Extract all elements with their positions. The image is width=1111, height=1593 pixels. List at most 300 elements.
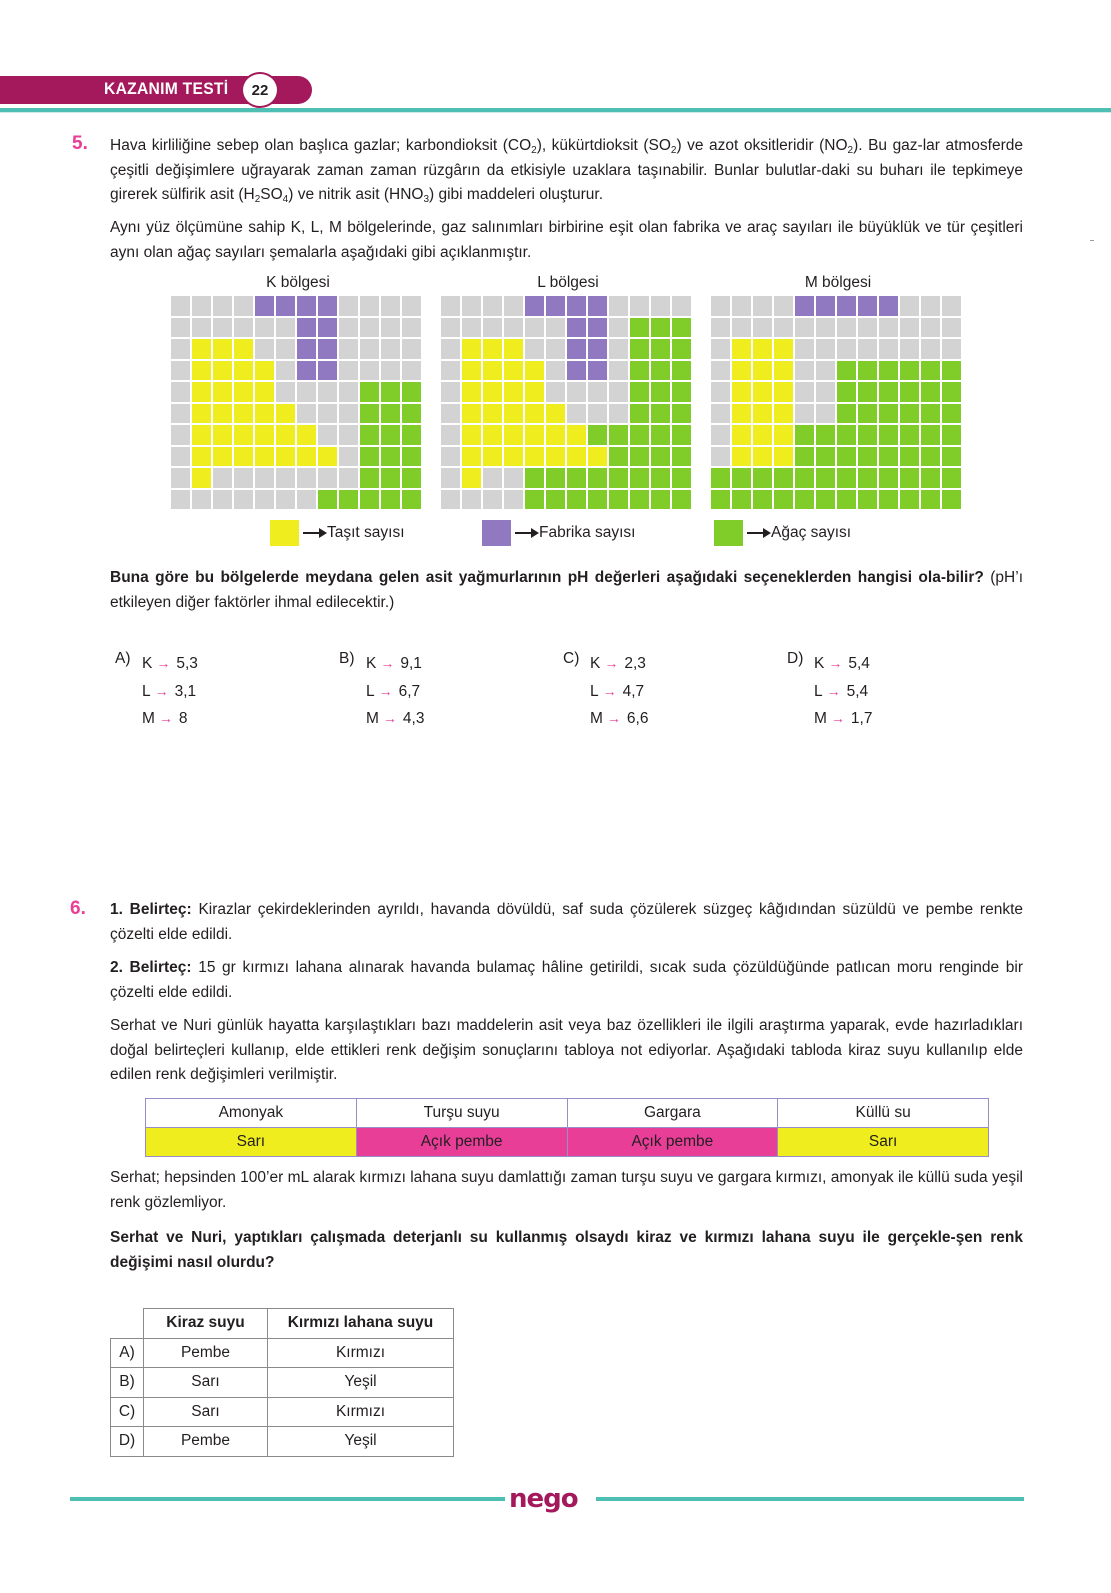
tree-cell — [942, 468, 961, 488]
empty-cell — [483, 296, 502, 316]
factory-cell — [879, 296, 898, 316]
tree-cell — [318, 490, 337, 510]
tree-cell — [651, 425, 670, 445]
tree-cell — [672, 318, 691, 338]
vehicle-cell — [192, 382, 211, 402]
vehicle-cell — [504, 382, 523, 402]
tree-cell — [609, 490, 628, 510]
empty-cell — [234, 490, 253, 510]
vehicle-cell — [732, 447, 751, 467]
empty-cell — [858, 318, 877, 338]
vehicle-cell — [276, 447, 295, 467]
table-cell: Sarı — [146, 1128, 357, 1157]
factory-cell — [318, 361, 337, 381]
tree-cell — [588, 425, 607, 445]
tree-cell — [381, 382, 400, 402]
tree-cell — [546, 468, 565, 488]
empty-cell — [504, 318, 523, 338]
table-cell: Açık pembe — [356, 1128, 567, 1157]
option-row-d[interactable] — [111, 1427, 454, 1457]
option-row-c[interactable] — [111, 1397, 454, 1427]
tree-cell — [858, 382, 877, 402]
factory-cell — [837, 296, 856, 316]
tree-cell — [879, 425, 898, 445]
empty-cell — [171, 382, 190, 402]
empty-cell — [381, 318, 400, 338]
vehicle-cell — [753, 425, 772, 445]
option-letter: B) — [339, 650, 355, 667]
vehicle-cell — [192, 447, 211, 467]
arrow-icon: → — [826, 682, 841, 699]
tree-cell — [879, 447, 898, 467]
option-letter: A) — [115, 650, 131, 667]
grid-label-l: L bölgesi — [537, 274, 599, 291]
tree-cell — [837, 468, 856, 488]
vehicle-cell — [234, 361, 253, 381]
arrow-icon: → — [156, 655, 171, 671]
factory-cell — [567, 361, 586, 381]
tree-cell — [858, 404, 877, 424]
empty-cell — [816, 361, 835, 381]
empty-cell — [795, 382, 814, 402]
empty-cell — [381, 339, 400, 359]
vehicle-cell — [234, 425, 253, 445]
empty-cell — [774, 296, 793, 316]
empty-cell — [441, 404, 460, 424]
factory-cell — [567, 318, 586, 338]
tree-cell — [609, 425, 628, 445]
arrow-icon: → — [828, 655, 843, 671]
tree-cell — [651, 490, 670, 510]
empty-cell — [837, 318, 856, 338]
empty-cell — [609, 382, 628, 402]
tree-cell — [795, 468, 814, 488]
vehicle-cell — [567, 425, 586, 445]
vehicle-cell — [462, 382, 481, 402]
vehicle-cell — [567, 447, 586, 467]
factory-cell — [297, 318, 316, 338]
arrow-icon: → — [378, 682, 393, 699]
empty-cell — [192, 318, 211, 338]
empty-cell — [900, 318, 919, 338]
tree-cell — [651, 361, 670, 381]
vehicle-cell — [462, 404, 481, 424]
tree-cell — [942, 447, 961, 467]
tree-cell — [381, 490, 400, 510]
tree-cell — [837, 447, 856, 467]
q6-description: Serhat ve Nuri günlük hayatta karşılaştıkları bazı maddelerin asit veya baz özellikleri ile ilgili araştırma yaparak, evde hazırladıkları doğal belirteçleri kullanıp, elde ettikleri renk değişim sonuçlarını tabloya not ediyorlar. Aşağıdaki tabloda kiraz suyu kullanılıp elde edilen renk değişimleri verilmiştir. — [110, 1017, 1023, 1083]
option-letter[interactable]: D) — [111, 1427, 144, 1457]
grid-label-m: M bölgesi — [804, 274, 872, 291]
region-grid-l — [441, 296, 691, 509]
empty-cell — [546, 361, 565, 381]
empty-cell — [255, 490, 274, 510]
empty-cell — [711, 361, 730, 381]
factory-cell — [297, 339, 316, 359]
empty-cell — [441, 361, 460, 381]
vehicle-cell — [213, 361, 232, 381]
option-row-a[interactable] — [111, 1338, 454, 1368]
tree-cell — [837, 382, 856, 402]
vehicle-cell — [213, 339, 232, 359]
vehicle-cell — [462, 361, 481, 381]
tree-cell — [630, 425, 649, 445]
footer-rule-right — [596, 1497, 1024, 1501]
vehicle-cell — [462, 468, 481, 488]
vehicle-cell — [297, 425, 316, 445]
vehicle-cell — [525, 425, 544, 445]
tree-cell — [858, 425, 877, 445]
vehicle-cell — [234, 404, 253, 424]
empty-cell — [711, 425, 730, 445]
empty-cell — [441, 339, 460, 359]
option-d[interactable]: D) K → 5,4 L → 5,4 M → 1,7 — [787, 650, 845, 733]
tree-cell — [339, 490, 358, 510]
tree-cell — [837, 361, 856, 381]
empty-cell — [339, 382, 358, 402]
vehicle-cell — [753, 339, 772, 359]
empty-cell — [171, 339, 190, 359]
empty-cell — [525, 339, 544, 359]
tree-cell — [630, 318, 649, 338]
option-letter[interactable]: C) — [111, 1397, 144, 1427]
empty-cell — [318, 425, 337, 445]
tree-cell — [837, 490, 856, 510]
empty-cell — [255, 339, 274, 359]
empty-cell — [816, 382, 835, 402]
table-header: Turşu suyu — [356, 1099, 567, 1128]
tree-cell — [588, 468, 607, 488]
vehicle-cell — [297, 447, 316, 467]
factory-cell — [297, 361, 316, 381]
empty-cell — [171, 447, 190, 467]
empty-cell — [234, 296, 253, 316]
empty-cell — [339, 468, 358, 488]
option-letter: C) — [563, 650, 580, 667]
vehicle-cell — [318, 447, 337, 467]
factory-cell — [546, 296, 565, 316]
empty-cell — [171, 296, 190, 316]
tree-cell — [879, 382, 898, 402]
vehicle-cell — [525, 404, 544, 424]
empty-cell — [504, 490, 523, 510]
table-header-row — [146, 1099, 989, 1128]
vehicle-cell — [588, 447, 607, 467]
vehicle-cell — [192, 404, 211, 424]
factory-cell — [588, 296, 607, 316]
question-number-5: 5. — [72, 133, 88, 154]
factory-cell — [588, 339, 607, 359]
empty-cell — [879, 318, 898, 338]
tree-cell — [360, 468, 379, 488]
empty-cell — [483, 490, 502, 510]
empty-cell — [339, 361, 358, 381]
empty-cell — [588, 404, 607, 424]
vehicle-cell — [774, 361, 793, 381]
tree-cell — [651, 382, 670, 402]
table-header: Küllü su — [778, 1099, 989, 1128]
tree-cell — [672, 382, 691, 402]
tree-cell — [525, 490, 544, 510]
empty-cell — [276, 361, 295, 381]
vehicle-cell — [234, 382, 253, 402]
option-letter[interactable]: B) — [111, 1368, 144, 1398]
empty-cell — [402, 361, 421, 381]
tree-cell — [795, 490, 814, 510]
legend-factories — [482, 520, 635, 546]
q5-question: Buna göre bu bölgelerde meydana gelen asit yağmurlarının pH değerleri aşağıdaki seçeneklerden hangisi ola-bilir? (pH’ı etkileyen diğer faktörler ihmal edilecektir.) — [110, 569, 1023, 611]
empty-cell — [297, 404, 316, 424]
tree-cell — [630, 468, 649, 488]
empty-cell — [339, 447, 358, 467]
factory-cell — [588, 361, 607, 381]
empty-cell — [630, 296, 649, 316]
table-cell: Pembe — [144, 1338, 268, 1368]
tree-cell — [651, 404, 670, 424]
empty-cell — [753, 296, 772, 316]
vehicle-cell — [483, 447, 502, 467]
tree-cell — [609, 447, 628, 467]
tree-cell — [879, 404, 898, 424]
empty-cell — [879, 339, 898, 359]
vehicle-cell — [483, 382, 502, 402]
vehicle-cell — [255, 404, 274, 424]
tree-cell — [360, 490, 379, 510]
empty-cell — [339, 404, 358, 424]
empty-cell — [795, 361, 814, 381]
vehicle-cell — [192, 468, 211, 488]
factory-cell — [525, 296, 544, 316]
arrow-icon: → — [154, 682, 169, 699]
empty-cell — [360, 296, 379, 316]
arrow-icon: → — [382, 710, 397, 726]
tree-cell — [879, 490, 898, 510]
tree-cell — [732, 490, 751, 510]
tree-cell — [795, 425, 814, 445]
tree-cell — [567, 490, 586, 510]
tree-cell — [651, 468, 670, 488]
empty-cell — [795, 318, 814, 338]
empty-cell — [609, 318, 628, 338]
region-grid-k — [171, 296, 421, 509]
tree-cell — [921, 361, 940, 381]
empty-cell — [816, 318, 835, 338]
empty-cell — [441, 490, 460, 510]
arrow-right-icon — [515, 532, 537, 534]
tree-cell — [816, 447, 835, 467]
tree-cell — [672, 490, 691, 510]
table-cell: Sarı — [144, 1368, 268, 1398]
empty-cell — [318, 404, 337, 424]
empty-cell — [753, 318, 772, 338]
legend-swatch-purple — [482, 520, 511, 546]
empty-cell — [462, 318, 481, 338]
tree-cell — [402, 468, 421, 488]
factory-cell — [858, 296, 877, 316]
empty-cell — [213, 490, 232, 510]
tree-cell — [381, 425, 400, 445]
vehicle-cell — [504, 361, 523, 381]
empty-cell — [546, 382, 565, 402]
header-rule-thin — [0, 112, 1111, 113]
tree-cell — [672, 339, 691, 359]
tree-cell — [774, 490, 793, 510]
arrow-right-icon — [303, 532, 325, 534]
option-letter[interactable]: A) — [111, 1338, 144, 1368]
vehicle-cell — [504, 404, 523, 424]
vehicle-cell — [525, 447, 544, 467]
tree-cell — [900, 425, 919, 445]
tree-cell — [732, 468, 751, 488]
table-cell: Kırmızı — [268, 1338, 454, 1368]
tree-cell — [630, 404, 649, 424]
empty-cell — [816, 404, 835, 424]
empty-cell — [711, 404, 730, 424]
empty-cell — [213, 468, 232, 488]
factory-cell — [318, 339, 337, 359]
option-letter: D) — [787, 650, 804, 667]
vehicle-cell — [732, 425, 751, 445]
empty-cell — [942, 339, 961, 359]
factory-cell — [297, 296, 316, 316]
tree-cell — [402, 447, 421, 467]
tree-cell — [921, 490, 940, 510]
empty-cell — [567, 382, 586, 402]
vehicle-cell — [483, 404, 502, 424]
empty-cell — [339, 339, 358, 359]
arrow-icon: → — [606, 710, 621, 726]
vehicle-cell — [213, 382, 232, 402]
option-b[interactable]: B) K → 9,1 L → 6,7 M → 4,3 — [339, 650, 397, 733]
empty-cell — [795, 404, 814, 424]
vehicle-cell — [276, 404, 295, 424]
q6-indicator-2: 2. Belirteç: 15 gr kırmızı lahana alınarak havanda bulamaç hâline getirildi, sıcak suda çözüldüğünde patlıcan moru renginde bir çözelti elde edildi. — [110, 959, 1023, 1001]
legend-trees — [714, 520, 851, 546]
tree-cell — [672, 447, 691, 467]
empty-cell — [381, 361, 400, 381]
empty-cell — [921, 296, 940, 316]
tree-cell — [672, 404, 691, 424]
arrow-right-icon — [747, 532, 769, 534]
arrow-icon: → — [830, 710, 845, 726]
tree-cell — [651, 447, 670, 467]
tree-cell — [774, 468, 793, 488]
vehicle-cell — [234, 447, 253, 467]
empty-cell — [441, 382, 460, 402]
factory-cell — [318, 318, 337, 338]
empty-cell — [711, 382, 730, 402]
vehicle-cell — [525, 382, 544, 402]
table-cell: Yeşil — [268, 1368, 454, 1398]
tree-cell — [921, 404, 940, 424]
option-c[interactable]: C) K → 2,3 L → 4,7 M → 6,6 — [563, 650, 621, 733]
vehicle-cell — [753, 382, 772, 402]
empty-cell — [711, 318, 730, 338]
empty-cell — [255, 468, 274, 488]
factory-cell — [276, 296, 295, 316]
tree-cell — [816, 490, 835, 510]
q6-observation: Serhat; hepsinden 100’er mL alarak kırmızı lahana suyu damlattığı zaman turşu suyu ve gargara kırmızı, amonyak ile küllü suda yeşil renk gözlemliyor. — [110, 1169, 1023, 1211]
empty-cell — [483, 318, 502, 338]
vehicle-cell — [774, 382, 793, 402]
vehicle-cell — [753, 404, 772, 424]
empty-cell — [711, 339, 730, 359]
tree-cell — [402, 425, 421, 445]
empty-cell — [900, 339, 919, 359]
tree-cell — [360, 382, 379, 402]
empty-cell — [609, 361, 628, 381]
empty-cell — [339, 425, 358, 445]
cherry-juice-table — [145, 1098, 989, 1157]
tree-cell — [900, 404, 919, 424]
tree-cell — [525, 468, 544, 488]
vehicle-cell — [213, 404, 232, 424]
empty-cell — [276, 339, 295, 359]
question-number-6: 6. — [70, 898, 86, 919]
tree-cell — [858, 361, 877, 381]
vehicle-cell — [732, 382, 751, 402]
tree-cell — [921, 468, 940, 488]
empty-cell — [213, 318, 232, 338]
empty-cell — [276, 490, 295, 510]
tree-cell — [816, 425, 835, 445]
vehicle-cell — [192, 425, 211, 445]
tree-cell — [837, 425, 856, 445]
tree-cell — [609, 468, 628, 488]
empty-cell — [234, 468, 253, 488]
arrow-icon: → — [380, 655, 395, 671]
empty-cell — [711, 447, 730, 467]
table-cell: Yeşil — [268, 1427, 454, 1457]
empty-cell — [795, 339, 814, 359]
tree-cell — [711, 468, 730, 488]
empty-cell — [921, 318, 940, 338]
option-row-b[interactable] — [111, 1368, 454, 1398]
tree-cell — [921, 447, 940, 467]
empty-cell — [171, 361, 190, 381]
footer-rule-left — [70, 1497, 505, 1501]
vehicle-cell — [483, 361, 502, 381]
empty-cell — [609, 296, 628, 316]
empty-cell — [546, 318, 565, 338]
empty-cell — [858, 339, 877, 359]
vehicle-cell — [504, 425, 523, 445]
legend-label: Ağaç sayısı — [771, 524, 852, 541]
factory-cell — [255, 296, 274, 316]
legend-label: Taşıt sayısı — [327, 524, 405, 541]
vehicle-cell — [462, 447, 481, 467]
vehicle-cell — [546, 447, 565, 467]
table-cell: Pembe — [144, 1427, 268, 1457]
tree-cell — [630, 447, 649, 467]
empty-cell — [297, 468, 316, 488]
empty-cell — [339, 296, 358, 316]
tree-cell — [900, 382, 919, 402]
empty-cell — [900, 296, 919, 316]
tree-cell — [837, 404, 856, 424]
tree-cell — [900, 468, 919, 488]
empty-cell — [546, 339, 565, 359]
tree-cell — [753, 468, 772, 488]
vehicle-cell — [234, 339, 253, 359]
tree-cell — [546, 490, 565, 510]
arrow-icon: → — [602, 682, 617, 699]
empty-cell — [462, 490, 481, 510]
vehicle-cell — [732, 404, 751, 424]
option-a[interactable]: A) K → 5,3 L → 3,1 M → 8 — [115, 650, 171, 733]
empty-cell — [339, 318, 358, 338]
tree-cell — [816, 468, 835, 488]
